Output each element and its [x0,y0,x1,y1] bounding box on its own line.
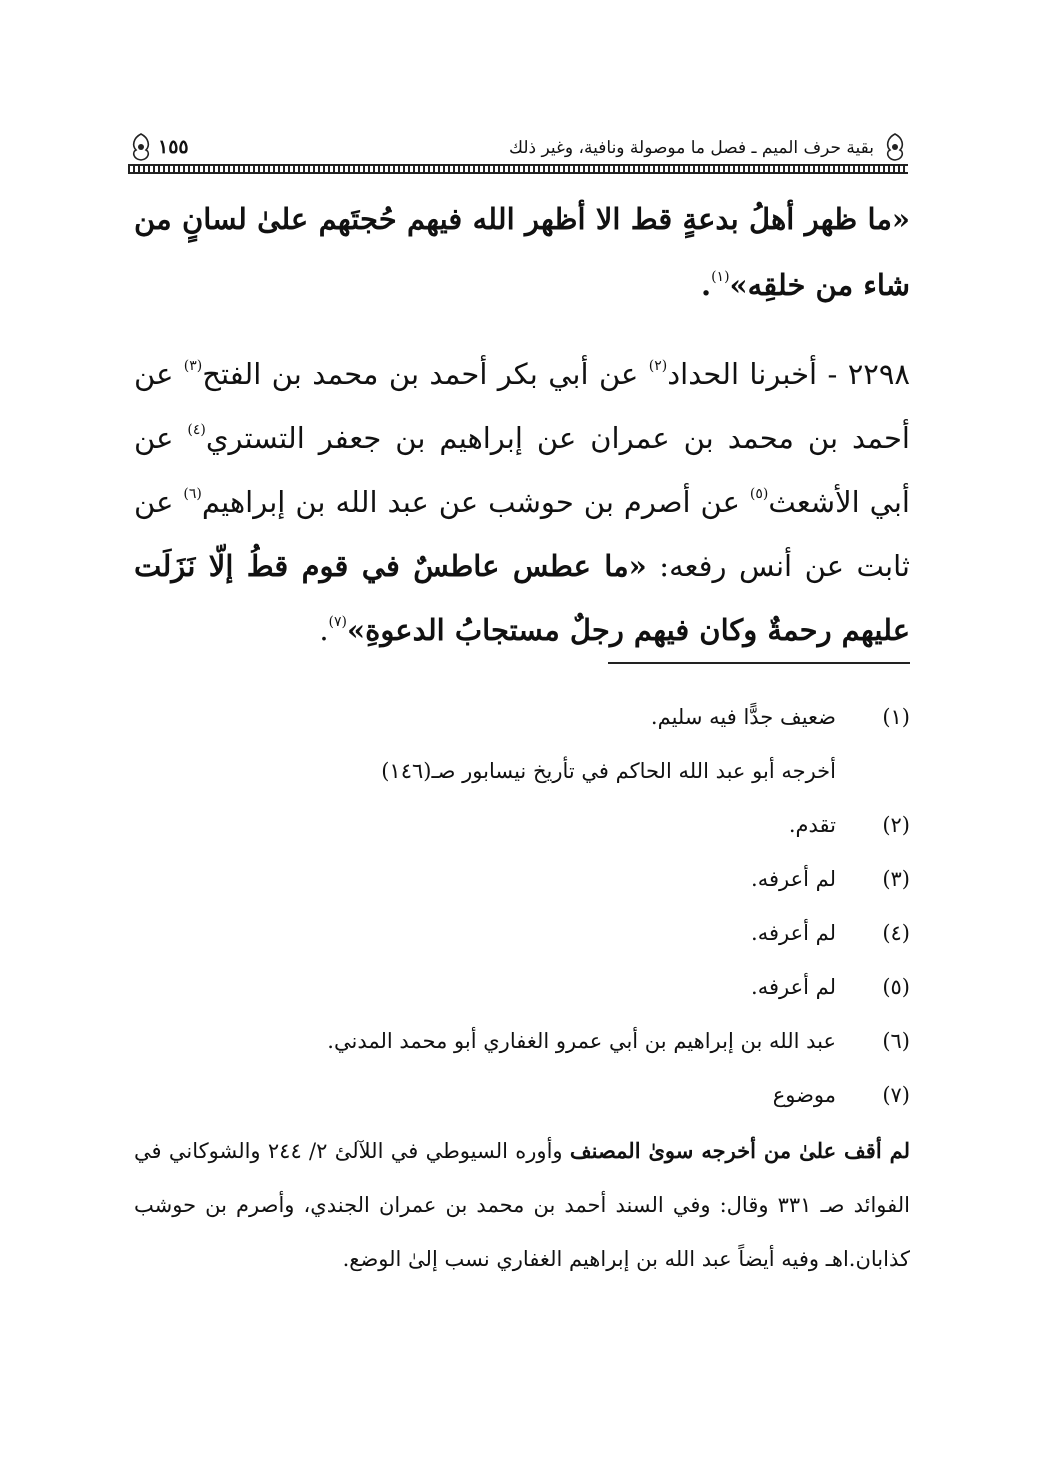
footnote-number: (٤) [882,921,910,945]
footnote-item [134,1068,910,1122]
chain-text: عن ثابت عن أنس رفعه: [134,485,910,583]
footnote-item [134,852,910,906]
footnote-ref: (٢) [648,358,668,374]
hadith-paragraph [134,186,910,318]
chain-text: عن أحمد بن محمد بن عمران عن إبراهيم بن جعفر التستري [134,357,910,455]
chain-text: عن أصرم بن حوشب عن عبد الله بن إبراهيم [201,485,750,519]
footnote-ref: (٦) [183,486,202,502]
footnote-item [134,906,910,960]
footnote-commentary [134,1124,910,1286]
running-header [128,128,908,172]
footnote-separator [608,662,910,664]
footnote-ref: (٤) [187,422,206,438]
footnote-text: ضعيف جدًّا فيه سليم. [650,705,836,729]
footnote-ref: (١) [711,269,730,285]
hadith-text: «ما ظهر أهلُ بدعةٍ قط الا أظهر الله فيهم حُجتَهم علىٰ لسانٍ من شاء من خلقِه» [134,202,910,302]
footnote-ref: (٣) [183,358,203,374]
footnote-text: أخرجه أبو عبد الله الحاكم في تأريخ نيسابور صـ(١٤٦) [381,759,836,783]
dash: - [817,357,848,391]
header-rule [128,164,908,174]
footnote-text: تقدم. [788,813,836,837]
period: . [700,268,712,302]
footnote-text: عبد الله بن إبراهيم بن أبي عمرو الغفاري أبو محمد المدني. [327,1029,836,1053]
footnote-item [134,1014,910,1068]
footnotes [134,690,910,1286]
footnote-text: لم أقف علىٰ من أخرجه سوىٰ المصنف [569,1138,911,1163]
ornament-icon [128,132,154,162]
footnote-text: لم أعرفه. [751,921,836,945]
narration-paragraph [134,342,910,662]
hadith-text: «ما عطس عاطسٌ في قوم قطُ إلّا نَزَلَت عليهم رحمةٌ وكان فيهم رجلٌ مستجابُ الدعوةِ» [134,549,910,647]
footnote-number: (٧) [882,1083,910,1107]
footnote-item [134,690,910,744]
footnote-number: (٦) [882,1029,910,1053]
page-number: ١٥٥ [158,136,189,158]
footnote-ref: (٧) [328,614,347,630]
ornament-icon [882,132,908,162]
footnote-number: (٢) [882,813,910,837]
footnote-ref: (٥) [749,486,769,502]
footnote-number: (٣) [882,867,910,891]
footnote-number: (٥) [882,975,910,999]
chain-text: عن أبي الأشعث [134,421,910,519]
chapter-title: بقية حرف الميم ـ فصل ما موصولة ونافية، وغير ذلك [509,138,874,158]
period: . [319,613,329,647]
chain-text: عن أبي بكر أحمد بن محمد بن الفتح [202,357,649,391]
footnote-number: (١) [882,705,910,729]
footnote-text: لم أعرفه. [751,867,836,891]
footnote-text: موضوع [772,1083,836,1107]
footnote-text: وأوره السيوطي في اللآلئ ٢/ ٢٤٤ والشوكاني في الفوائد صـ ٣٣١ وقال: وفي السند أحمد بن محمد بن عمران الجندي، وأصرم بن حوشب كذابان.اهـ وفيه أيضاً عبد الله بن إبراهيم الغفاري نسب إلىٰ الوضع. [134,1139,910,1271]
footnote-item [134,960,910,1014]
footnote-text: لم أعرفه. [751,975,836,999]
footnote-item [134,798,910,852]
entry-number: ٢٢٩٨ [847,357,910,391]
chain-text: أخبرنا الحداد [667,357,818,391]
